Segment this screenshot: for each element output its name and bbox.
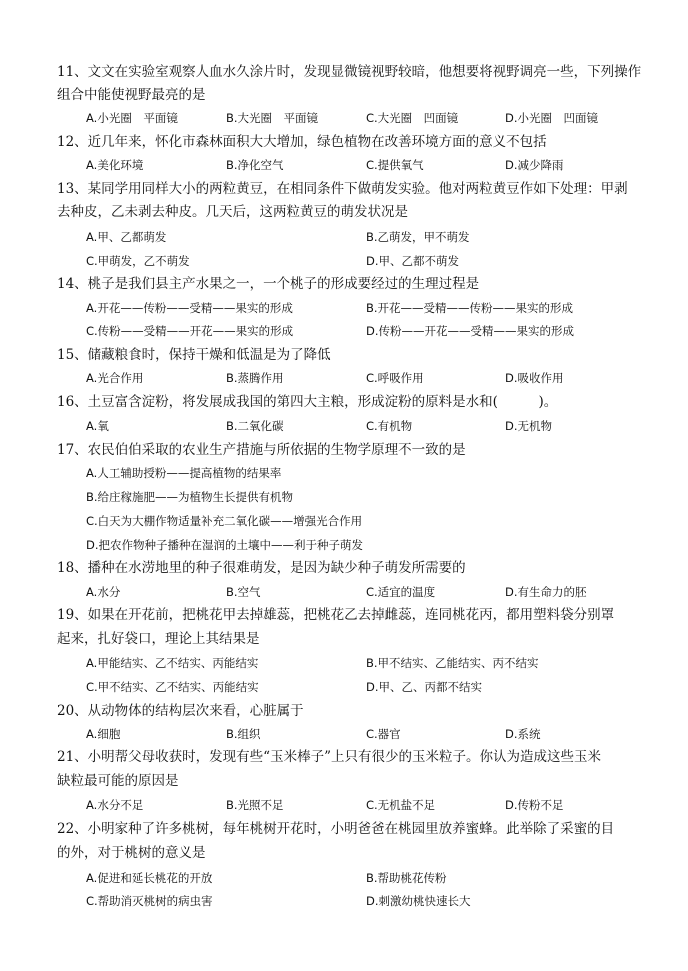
question-stem-line: 17、农民伯伯采取的农业生产措施与所依据的生物学原理不一致的是 (57, 442, 466, 458)
option-a[interactable]: A.小光圈 平面镜 (86, 111, 178, 125)
option-c[interactable]: C.有机物 (366, 419, 413, 433)
option-b[interactable]: B.乙萌发，甲不萌发 (366, 230, 470, 244)
question-stem-line: 22、小明家种了许多桃树，每年桃树开花时，小明爸爸在桃园里放养蜜蜂。此举除了采蜜的目 (57, 821, 615, 837)
question-stem-line: 19、如果在开花前，把桃花甲去掉雄蕊，把桃花乙去掉雌蕊，连同桃花丙，都用塑料袋分别罩 (57, 607, 615, 623)
option-a[interactable]: A.人工辅助授粉——提高植物的结果率 (86, 466, 282, 480)
option-b[interactable]: B.二氧化碳 (226, 419, 284, 433)
option-d[interactable]: D.减少降雨 (505, 158, 564, 172)
option-b[interactable]: B.帮助桃花传粉 (366, 871, 447, 885)
option-a[interactable]: A.水分不足 (86, 798, 144, 812)
question-stem-line: 14、桃子是我们县主产水果之一，一个桃子的形成要经过的生理过程是 (57, 276, 480, 292)
option-a[interactable]: A.甲、乙都萌发 (86, 230, 167, 244)
option-a[interactable]: A.美化环境 (86, 158, 144, 172)
option-b[interactable]: B.蒸腾作用 (226, 371, 284, 385)
option-a[interactable]: A.开花——传粉——受精——果实的形成 (86, 301, 293, 315)
option-a[interactable]: A.光合作用 (86, 371, 144, 385)
option-d[interactable]: D.刺激幼桃快速长大 (366, 894, 471, 908)
option-b[interactable]: B.给庄稼施肥——为植物生长提供有机物 (86, 490, 294, 504)
option-d[interactable]: D.甲、乙、丙都不结实 (366, 680, 483, 694)
option-c[interactable]: C.器官 (366, 727, 401, 741)
option-b[interactable]: B.开花——受精——传粉——果实的形成 (366, 301, 574, 315)
question-stem-line: 15、储藏粮食时，保持干燥和低温是为了降低 (57, 347, 331, 363)
option-c[interactable]: C.帮助消灭桃树的病虫害 (86, 894, 213, 908)
option-c[interactable]: C.无机盐不足 (366, 798, 436, 812)
question-stem-line: 18、播种在水涝地里的种子很难萌发，是因为缺少种子萌发所需要的 (57, 560, 466, 576)
option-a[interactable]: A.氧 (86, 419, 109, 433)
option-c[interactable]: C.白天为大棚作物适量补充二氧化碳——增强光合作用 (86, 514, 363, 528)
option-b[interactable]: B.空气 (226, 585, 261, 599)
question-stem-line: 20、从动物体的结构层次来看，心脏属于 (57, 703, 304, 719)
question-stem-line: 组合中能使视野最亮的是 (57, 87, 206, 103)
option-c[interactable]: C.适宜的温度 (366, 585, 436, 599)
option-b[interactable]: B.净化空气 (226, 158, 284, 172)
option-b[interactable]: B.组织 (226, 727, 261, 741)
option-b[interactable]: B.大光圈 平面镜 (226, 111, 319, 125)
question-stem-line: 的外，对于桃树的意义是 (57, 845, 206, 861)
option-d[interactable]: D.吸收作用 (505, 371, 564, 385)
option-c[interactable]: C.大光圈 凹面镜 (366, 111, 459, 125)
option-d[interactable]: D.传粉不足 (505, 798, 564, 812)
option-c[interactable]: C.传粉——受精——开花——果实的形成 (86, 324, 294, 338)
option-d[interactable]: D.把农作物种子播种在湿润的土壤中——利于种子萌发 (86, 538, 364, 552)
question-stem-line: 13、某同学用同样大小的两粒黄豆，在相同条件下做萌发实验。他对两粒黄豆作如下处理：甲剥 (57, 181, 628, 197)
option-c[interactable]: C.提供氧气 (366, 158, 424, 172)
question-stem-line: 起来，扎好袋口，理论上其结果是 (57, 631, 260, 647)
option-a[interactable]: A.水分 (86, 585, 121, 599)
question-stem-line: 16、土豆富含淀粉，将发展成我国的第四大主粮，形成淀粉的原料是水和( )。 (57, 394, 558, 410)
option-a[interactable]: A.促进和延长桃花的开放 (86, 871, 213, 885)
option-d[interactable]: D.甲、乙都不萌发 (366, 254, 460, 268)
option-b[interactable]: B.光照不足 (226, 798, 284, 812)
question-stem-line: 12、近几年来，怀化市森林面积大大增加，绿色植物在改善环境方面的意义不包括 (57, 134, 547, 150)
option-d[interactable]: D.无机物 (505, 419, 553, 433)
option-c[interactable]: C.甲萌发，乙不萌发 (86, 254, 190, 268)
option-d[interactable]: D.系统 (505, 727, 541, 741)
question-stem-line: 缺粒最可能的原因是 (57, 773, 179, 789)
question-stem-line: 11、文文在实验室观察人血水久涂片时，发现显微镜视野较暗，他想要将视野调亮一些，下列操作 (57, 64, 642, 80)
question-stem-line: 去种皮，乙未剥去种皮。几天后，这两粒黄豆的萌发状况是 (57, 204, 408, 220)
option-a[interactable]: A.细胞 (86, 727, 121, 741)
option-c[interactable]: C.呼吸作用 (366, 371, 424, 385)
option-d[interactable]: D.有生命力的胚 (505, 585, 587, 599)
option-a[interactable]: A.甲能结实、乙不结实、丙能结实 (86, 656, 259, 670)
question-stem-line: 21、小明帮父母收获时，发现有些“玉米棒子”上只有很少的玉米粒子。你认为造成这些玉米 (57, 749, 601, 765)
option-b[interactable]: B.甲不结实、乙能结实、丙不结实 (366, 656, 539, 670)
option-d[interactable]: D.传粉——开花——受精——果实的形成 (366, 324, 575, 338)
option-c[interactable]: C.甲不结实、乙不结实、丙能结实 (86, 680, 259, 694)
option-d[interactable]: D.小光圈 凹面镜 (505, 111, 599, 125)
